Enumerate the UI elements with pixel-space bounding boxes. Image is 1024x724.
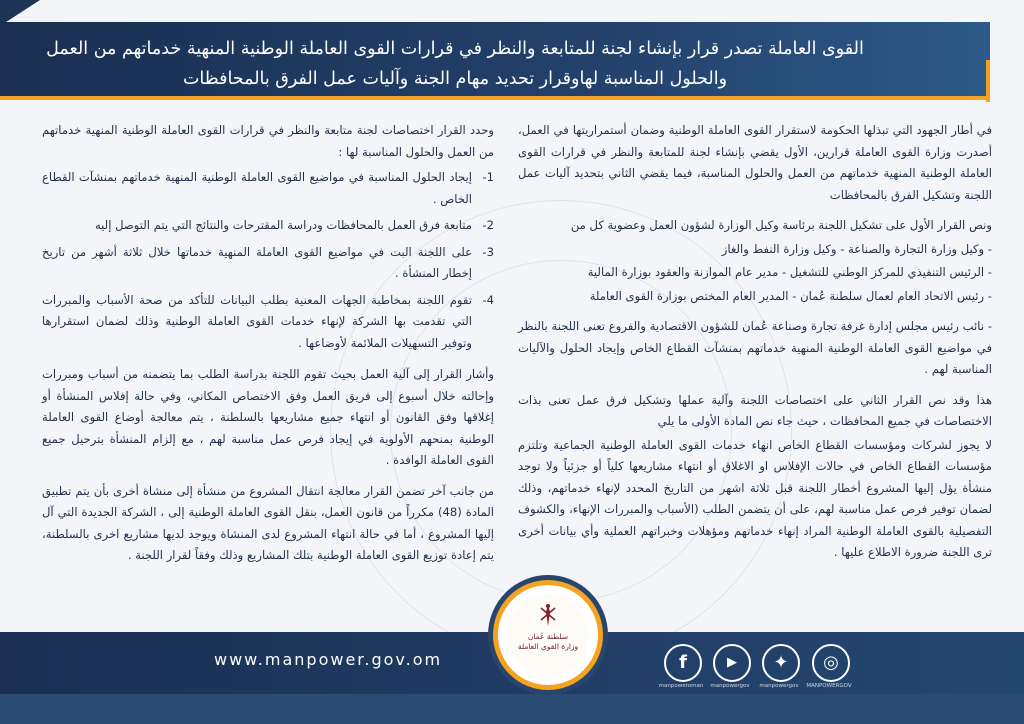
instagram-label: MANPOWERGOV: [806, 683, 852, 689]
logo-text: [507, 632, 589, 652]
list-item-number: 3-: [482, 244, 494, 259]
youtube-icon[interactable]: ▶: [713, 644, 751, 682]
paragraph-committee: ونص القرار الأول على تشكيل اللجنة برئاسة وكيل الوزارة لشؤون العمل وعضوية كل من: [570, 218, 992, 232]
paragraph-mandate: - نائب رئيس مجلس إدارة غرفة تجارة وصناعة عُمان للشؤون الاقتصادية والفروع تعنى اللجنة بالنظر في مواضيع القوى العاملة الوطنية المنهية خدماتهم بمنشآت القطاع الخاص وإيجاد الحلول والآليات المناسبة لهم .: [518, 319, 992, 376]
left-column: [42, 120, 494, 576]
title-line-1: القوى العاملة تصدر قرار بإنشاء لجنة للمتابعة والنظر في قرارات القوى العاملة الوطنية المنهية خدماتهم من العمل: [46, 39, 864, 59]
list-item: [42, 215, 494, 237]
footer-stripe: [0, 694, 1024, 724]
youtube-label: manpowergov: [710, 683, 750, 689]
member-row: - الرئيس التنفيذي للمركز الوطني للتشغيل - مدير عام الموازنة والعقود بوزارة المالية: [587, 265, 992, 279]
paragraph-article-one: لا يجوز لشركات ومؤسسات القطاع الخاص انهاء خدمات القوى العاملة الوطنية الجماعية وتلتزم مؤسسات القطاع الخاص في حالات الإفلاس او الاغلاق أو انتهاء مشاريعها كلياً أو جزئياً ولا توجد منشأة يؤل إليها المشروع أخطار اللجنة قبل ثلاثة اشهر من التاريخ المحدد لإنهاء خدماتهم، وذلك لضمان توفير فرص عمل مناسبة لهم، على أن يتضمن الطلب (الأسباب والمبررات الإنهاء، والكشوف التفصيلية بالقوى العاملة الوطنية المراد إنهاء خدماتهم ومؤهلات وخبراتهم العملية وأي بيانات أخرى ترى اللجنة ضرورة الاطلاع عليها .: [518, 437, 992, 559]
member-row: - وكيل وزارة التجارة والصناعة - وكيل وزارة النفط والغاز: [721, 241, 992, 256]
logo-text-line-2: وزارة القوى العاملة: [517, 642, 579, 651]
list-item: [42, 242, 494, 285]
list-item-text: متابعة فرق العمل بالمحافظات ودراسة المقترحات والنتائج التي يتم التوصل إليه: [94, 218, 472, 232]
logo-text-line-1: سلطنة عُمان: [527, 632, 569, 641]
instagram-icon[interactable]: ◎: [812, 644, 850, 682]
header-accent-drop: [986, 60, 990, 102]
ministry-logo: [493, 580, 603, 690]
logo-inner: [507, 594, 589, 676]
list-item-text: إيجاد الحلول المناسبة في مواضيع القوى العاملة الوطنية المنهية خدماتهم بمنشآت القطاع الخاص .: [42, 170, 472, 206]
facebook-icon[interactable]: f: [664, 644, 702, 682]
khanjar-emblem-icon: [538, 602, 558, 628]
list-item-number: 4-: [482, 292, 494, 307]
paragraph-second-decision: هذا وقد نص القرار الثاني على اختصاصات اللجنة وآلية عملها وتشكيل فرق عمل تعنى بذات الاختصاصات في جميع المحافظات ، حيث جاء نص المادة الأولى ما يلي: [518, 392, 992, 428]
website-link[interactable]: www.manpower.gov.om: [214, 650, 443, 669]
page-title: [20, 34, 890, 94]
list-item-text: على اللجنة البت في مواضيع القوى العاملة المنهية خدماتها خلال ثلاثة أشهر من تاريخ إخطار المنشأة .: [42, 244, 472, 280]
paragraph-intro: في أطار الجهود التي تبذلها الحكومة لاستقرار القوى العاملة الوطنية وضمان أستمراريتها في العمل، أصدرت وزارة القوى العاملة قرارين، الأول يقضي بإنشاء لجنة للمتابعة والنظر في قرارات القوى العاملة الوطنية المنهية خدماتهم من العمل والحلول المناسبة، فيما يقضي الثاني بتحديد آليات عمل اللجنة وتشكيل الفرق بالمحافظات: [518, 123, 992, 202]
facebook-label: manpoweroman: [658, 683, 704, 689]
twitter-icon[interactable]: ✦: [762, 644, 800, 682]
list-item-text: تقوم اللجنة بمخاطبة الجهات المعنية بطلب البيانات للتأكد من صحة الأسباب والمبررات التي تقدمت بها الشركة لإنهاء خدمات القوى العاملة الوطنية وذلك لضمان استقرارها وتوفير التسهيلات الملائمة لأوضاعها .: [42, 292, 472, 350]
list-item-number: 2-: [482, 218, 494, 232]
list-item: [42, 290, 494, 355]
list-item-number: 1-: [482, 170, 494, 184]
member-row: - رئيس الاتحاد العام لعمال سلطنة عُمان - المدير العام المختص بوزارة القوى العاملة: [589, 288, 992, 303]
twitter-label: manpowergov: [759, 683, 799, 689]
paragraph-mechanism: وأشار القرار إلى آلية العمل بحيث تقوم اللجنة بدراسة الطلب بما يتضمنه من أسباب ومبررات وإحالته خلال أسبوع إلى فريق العمل وفق الاختصاص المكاني، وفي حالة إفلاس المنشأة أو إغلاقها وفق القانون أو انتهاء جميع مشاريعها بالسلطنة ، يتم معالجة أوضاع القوى العاملة الوطنية بمنحهم الأولوية في إيجاد فرص عمل مناسبة لهم ، مع إلزام المنشأة بترحيل جميع القوى العاملة الوافدة .: [42, 367, 494, 467]
paragraph-transfer: من جانب آخر تضمن القرار معالجة انتقال المشروع من منشأة إلى منشاة أخرى بأن يتم تطبيق المادة (48) مكرراً من قانون العمل، بنقل القوى العاملة الوطنية إلى ، الشركة الجديدة التي آل إليها المشروع ، أما في حالة انتهاء المشروع لدى المنشاة ويوجد لديها مشاريع اخرى بالسلطنة، يتم إعادة توزيع القوى العاملة الوطنية بتلك المشاريع وذلك وفقاً لقرار اللجنة .: [42, 483, 494, 562]
paragraph-competencies: وحدد القرار اختصاصات لجنة متابعة والنظر في قرارات القوى العاملة الوطنية المنهية خدماتهم من العمل والحلول المناسبة لها :: [42, 123, 494, 159]
right-column: [518, 120, 992, 573]
list-item: [42, 167, 494, 210]
title-line-2: والحلول المناسبة لهاوقرار تحديد مهام الجنة وآليات عمل الفرق بالمحافظات: [182, 69, 728, 89]
header-accent-line: [0, 96, 990, 100]
